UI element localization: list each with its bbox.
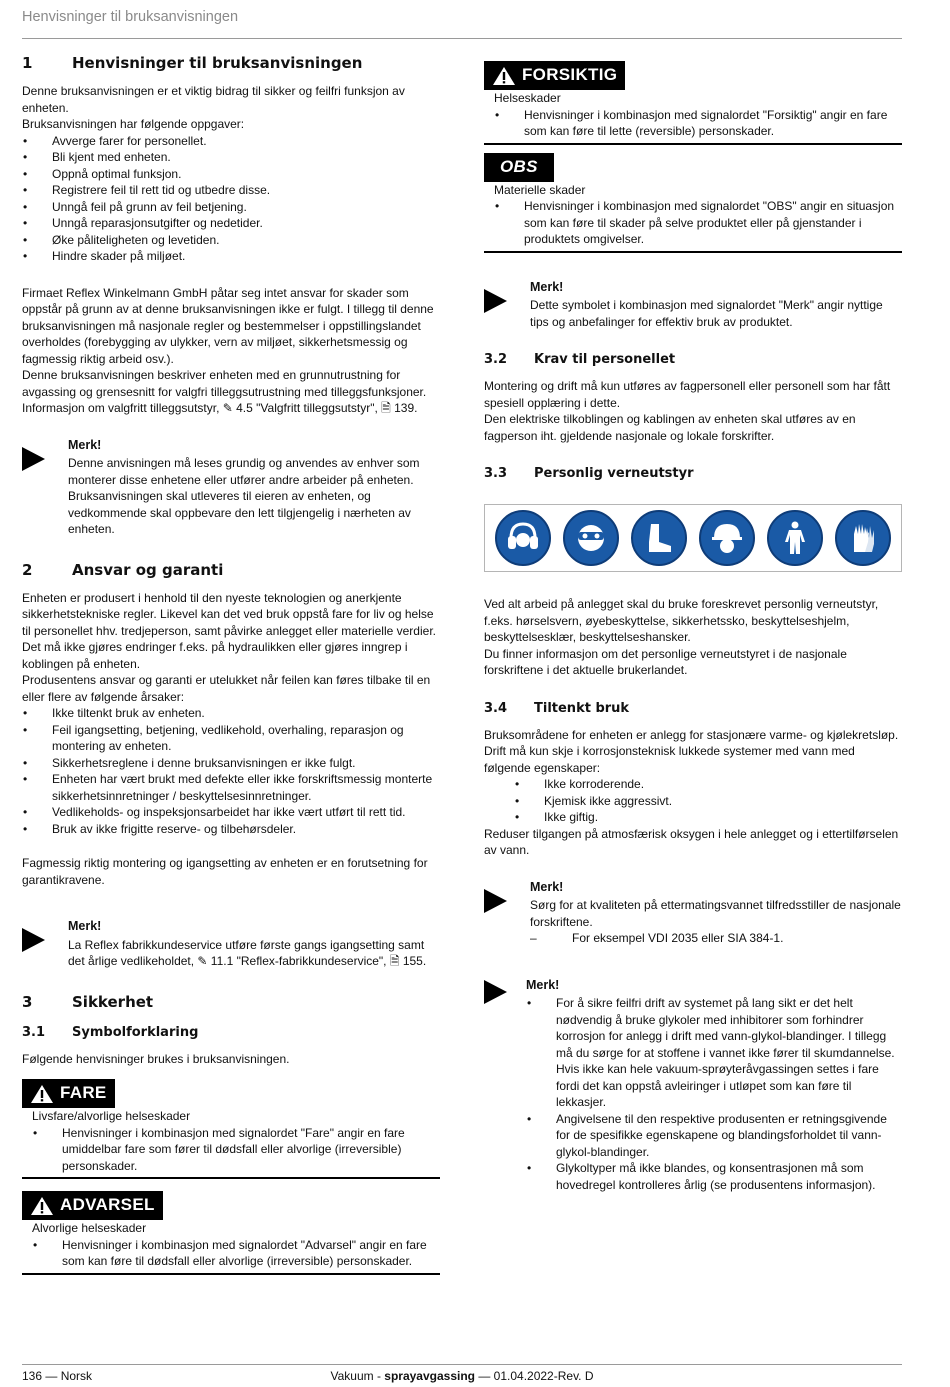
list-item: • Feil igangsetting, betjening, vedlikehold, overhaling, reparasjon og montering av enheten. [22,722,442,755]
dash-item: – For eksempel VDI 2035 eller SIA 384-1. [530,930,902,947]
list-item: • Unngå reparasjonsutgifter og nedetider. [22,215,442,232]
list-item: • Enheten har vært brukt med defekte eller ikke forskriftsmessig monterte sikkerhetsinnretninger / beskyttelsesinnretninger. [22,771,442,804]
s1-paragraph-4: Denne bruksanvisningen beskriver enheten med en grunnutrustning for avgassing og grensesnitt for valgfri tilleggsutrustning med tilleggsfunksjoner. Informasjon om valgfritt tilleggsutstyr, ✎ 4.5 "Valgfritt tilleggsutstyr", 🗎 139. [22,368,427,415]
header-divider [22,38,902,39]
footer-divider [22,1364,902,1365]
forsiktig-warning-box [484,61,902,145]
note-title: Merk! [530,279,564,294]
note-arrow-icon [22,918,68,970]
s33-paragraph-1: Ved alt arbeid på anlegget skal du bruke foreskrevet personlig verneutstyr, f.eks. hørselsvern, øyebeskyttelse, sikkerhetssko, beskyttelseshjelm, beskyttelsesklær, beskyttelseshansker. [484,597,879,644]
advarsel-warning-box [22,1191,440,1275]
note-title: Merk! [68,437,102,452]
list-item: • Ikke giftig. [484,809,902,826]
note-block [484,879,902,947]
right-column [484,61,902,1193]
note-block [22,918,442,970]
running-header: Henvisninger til bruksanvisningen [22,9,239,25]
list-item: • Ikke korroderende. [484,776,902,793]
list-item: • Bli kjent med enheten. [22,149,442,166]
danger-warning-box [22,1079,440,1179]
note-arrow-icon [484,977,530,1194]
list-item: • Hindre skader på miljøet. [22,248,442,265]
warning-text: • Henvisninger i kombinasjon med signalordet "OBS" angir en situasjon som kan føre til skader på selve produktet eller på gjenstander i produktets omgivelser. [494,198,902,248]
section-3-4-heading: 3.4 Tiltenkt bruk [484,700,630,716]
note-title: Merk! [526,977,560,992]
protective-clothing-icon [767,510,823,566]
warning-text: • Henvisninger i kombinasjon med signalordet "Forsiktig" angir en fare som kan føre til lette (reversible) personskader. [494,107,902,140]
list-item: • Glykoltyper må ikke blandes, og konsentrasjonen må som hovedregel kontrolleres årlig (se produsentens informasjon). [526,1160,902,1193]
list-item: • For å sikre feilfri drift av systemet på lang sikt er det helt nødvendig å bruke glykoler med inhibitorer som forhindrer korrosjon for anlegg i drift med vann-glykol-blandinger. I tillegg må du sørge for at stoffene i vannet ikke fører til skumdannelse. Hvis ikke kan hele vakuum-sprøyteråvgassingen settes i fare fordi det kan oppstå avleiringer i utløpet som kan føre til lekkasjer. [526,995,902,1111]
note-arrow-icon [484,279,530,331]
warning-triangle-icon [30,1196,54,1216]
s2-paragraph-3: Produsentens ansvar og garanti er utelukket når feilen kan føres tilbake til en eller flere av følgende årsaker: [22,673,431,704]
note-block [484,977,902,1194]
list-item: • Unngå feil på grunn av feil betjening. [22,199,442,216]
note-text: Sørg for at kvaliteten på ettermatingsvannet tilfredsstiller de nasjonale forskriftene. [530,898,901,929]
warning-subtitle: Materielle skader [494,182,586,197]
ppe-symbol-strip [484,504,902,572]
section-2-heading: 2 Ansvar og garanti [22,560,224,579]
note-block [484,279,902,331]
footer-page-number: 136 — Norsk [22,1369,93,1383]
s1-paragraph-2: Bruksanvisningen har følgende oppgaver: [22,117,245,131]
obs-warning-box [484,153,902,253]
obs-signal-label: OBS [484,153,554,182]
s34-paragraph-1: Bruksområdene for enheten er anlegg for stasjonære varme- og kjølekretsløp. [484,727,899,742]
list-item: • Sikkerhetsreglene i denne bruksanvisningen er ikke fulgt. [22,755,442,772]
note-text: La Reflex fabrikkundeservice utføre første gangs igangsetting samt det årlige vedlikeholdet, ✎ 11.1 "Reflex-fabrikkundeservice", 🗎 155. [68,937,427,968]
s2-cause-list [22,705,442,837]
s31-paragraph-1: Følgende henvisninger brukes i bruksanvisningen. [22,1051,290,1066]
s2-paragraph-4: Fagmessig riktig montering og igangsetting av enheten er en forutsetning for garantikravene. [22,856,428,887]
s34-paragraph-2: Drift må kun skje i korrosjonsteknisk lukkede systemer med vann med følgende egenskaper: [484,744,855,775]
note-arrow-icon [484,879,530,947]
eye-protection-icon [563,510,619,566]
hard-hat-icon [699,510,755,566]
s33-paragraph-2: Du finner informasjon om det personlige verneutstyret i de nasjonale forskriftene i det aktuelle brukerlandet. [484,646,847,677]
left-column [22,52,442,1275]
section-3-heading: 3 Sikkerhet [22,992,154,1011]
list-item: • Registrere feil til rett tid og utbedre disse. [22,182,442,199]
warning-subtitle: Livsfare/alvorlige helseskader [32,1109,191,1123]
list-item: • Oppnå optimal funksjon. [22,166,442,183]
note-text: Denne anvisningen må leses grundig og anvendes av enhver som monterer disse enhetene eller utfører andre arbeider på enheten. Bruksanvisningen skal utleveres til eieren av enheten, og vedkommende skal oppbevare den lett tilgjengelig i nærheten av enheten. [68,456,420,536]
s1-paragraph-3: Firmaet Reflex Winkelmann GmbH påtar seg intet ansvar for skader som oppstår på grunn av at denne bruksanvisningen ikke er fulgt. I tillegg til denne bruksanvisningen må nasjonale regler og bestemmelser i oppstillingslandet overholdes (forebygging av ulykker, vern av miljøet, sikkerhetsmessig og fagmessig riktig arbeid osv.). [22,285,434,366]
list-item: • Angivelsene til den respektive produsenten er retningsgivende for de spesifikke egenskapene og blandingsforholdet til vann-glykol-blandinger. [526,1111,902,1161]
warning-text: • Henvisninger i kombinasjon med signalordet "Advarsel" angir en fare som kan føre til dødsfall eller alvorlige (irreversible) personskader. [32,1237,440,1270]
s32-paragraph-1: Montering og drift må kun utføres av fagpersonell eller personell som har fått spesiell opplæring i dette. [484,379,891,410]
note-title: Merk! [530,879,564,894]
note-arrow-icon [22,437,68,538]
warning-subtitle: Alvorlige helseskader [32,1221,147,1235]
warning-triangle-icon [30,1084,54,1104]
advarsel-signal-label: ADVARSEL [22,1191,163,1220]
warning-subtitle: Helseskader [494,91,561,105]
protective-gloves-icon [835,510,891,566]
section-3-3-heading: 3.3 Personlig verneutstyr [484,466,694,481]
section-1-heading: 1 Henvisninger til bruksanvisningen [22,54,363,72]
s2-paragraph-1: Enheten er produsert i henhold til den nyeste teknologien og anerkjente sikkerhetstekniske regler. Likevel kan det ved bruk oppstå fare for liv og helse til personellet hhv. tredjeperson, samt påvirke anlegget eller materielle verdier. [22,590,436,638]
section-3-2-heading: 3.2 Krav til personellet [484,352,676,367]
s34-paragraph-3: Reduser tilgangen på atmosfærisk oksygen i hele anlegget og i ettertilførselen av vann. [484,826,899,857]
note-block [22,437,442,538]
warning-triangle-icon [492,66,516,86]
s1-paragraph-1: Denne bruksanvisningen er et viktig bidrag til sikker og feilfri funksjon av enheten. [22,84,405,115]
ear-protection-icon [495,510,551,566]
list-item: • Øke påliteligheten og levetiden. [22,232,442,249]
s2-paragraph-2: Det må ikke gjøres endringer f.eks. på hydraulikken eller gjøres inngrep i koblingen på enheten. [22,640,408,671]
footer-document-info: Vakuum - sprayavgassing — 01.04.2022-Rev. D [330,1369,594,1383]
s32-paragraph-2: Den elektriske tilkoblingen og kablingen av enheten skal utføres av en fagperson iht. gjeldende nasjonale og lokale forskrifter. [484,412,856,443]
warning-text: • Henvisninger i kombinasjon med signalordet "Fare" angir en fare umiddelbar fare som fører til dødsfall eller alvorlige (irreversible) personskader. [32,1125,440,1175]
section-3-1-heading: 3.1 Symbolforklaring [22,1024,199,1040]
list-item: • Vedlikeholds- og inspeksjonsarbeidet har ikke vært utført til rett tid. [22,804,442,821]
fare-signal-label: FARE [22,1079,115,1108]
list-item: • Ikke tiltenkt bruk av enheten. [22,705,442,722]
forsiktig-signal-label: FORSIKTIG [484,61,625,90]
list-item: • Avverge farer for personellet. [22,133,442,150]
safety-shoes-icon [631,510,687,566]
note-title: Merk! [68,919,102,933]
list-item: • Bruk av ikke frigitte reserve- og tilbehørsdeler. [22,821,442,838]
s1-task-list [22,133,442,265]
list-item: • Kjemisk ikke aggressivt. [484,793,902,810]
s34-property-list [484,776,902,826]
note-text: Dette symbolet i kombinasjon med signalordet "Merk" angir nyttige tips og anbefalinger for effektiv bruk av produktet. [530,298,883,329]
